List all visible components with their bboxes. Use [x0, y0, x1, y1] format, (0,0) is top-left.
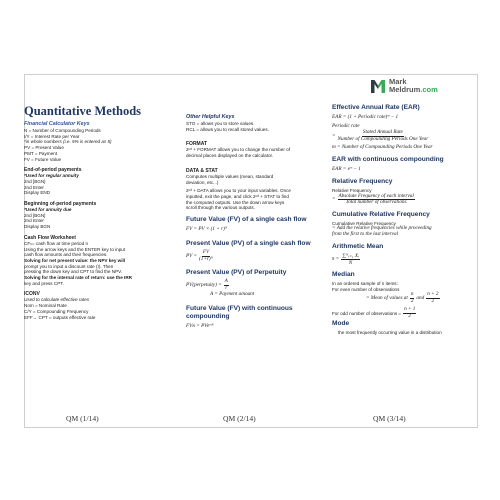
formula: [332, 253, 472, 266]
text-line: *Used for annuity due: [24, 207, 72, 213]
section-heading: Cash Flow Worksheet: [24, 234, 76, 241]
fraction: [338, 130, 429, 142]
section-heading: Present Value (PV) of a single cash flow: [186, 240, 311, 248]
equals: =: [332, 196, 336, 203]
column-1: [24, 104, 174, 500]
formula-label: Periodic rate: [332, 123, 360, 129]
fraction: [338, 194, 415, 206]
section-heading: End-of-period payments: [24, 167, 82, 174]
text-line: deviation, etc...): [186, 179, 219, 185]
text-line: cash flow amounts and their frequencies.: [24, 252, 108, 258]
formula-lhs: PV =: [186, 252, 198, 259]
text-line: For even number of observations: [332, 286, 400, 292]
formula: FVɴ = PVeʳˢᴺ: [186, 323, 214, 330]
text-line: Using the arrow keys and the ENTER key to input: [24, 246, 126, 252]
text-line: EFF→ CPT = outputs effective rate: [24, 314, 96, 320]
fraction: [341, 253, 360, 266]
text-line: 2ⁿᵈ + DATA allows you to your input variables. Once: [186, 188, 291, 194]
section-heading: Effective Annual Rate (EAR): [332, 104, 420, 111]
text-line: Display BGN: [24, 224, 51, 230]
text-line: *Used for regular annuity: [24, 173, 79, 179]
fraction-numerator: n + 2: [427, 291, 439, 298]
text-line: the computed outputs. Use the down arrow keys: [186, 199, 285, 205]
text-line: pressing the down key and CPT to find the NPV.: [24, 269, 123, 275]
text-line: FV = Future Value: [24, 156, 62, 162]
logo-brand: Meldrum: [389, 85, 421, 94]
section-heading: Arithmetic Mean: [332, 243, 384, 250]
text-line: CFₙ= cash flow at time period n: [24, 240, 89, 246]
fraction: [426, 292, 439, 304]
formula: [332, 292, 472, 304]
text-line: PV = Present Value: [24, 145, 64, 151]
section-heading: Median: [332, 271, 355, 278]
formula: EAR = eʳˢ − 1: [332, 166, 361, 172]
section-heading: Future Value (FV) of a single cash flow: [186, 216, 307, 224]
formula: [186, 279, 331, 291]
text-line: *in whole numbers (i.e. 5% is entered as 5): [24, 139, 112, 145]
text-line: Computes multiple values (mean, standard: [186, 173, 274, 179]
text-line: C/Y = Compounding Frequency: [24, 308, 89, 314]
text-line: In an ordered sample of n items:: [332, 281, 398, 286]
text-line: inputted, exit the page, and click 2ⁿᵈ + STAT to find: [186, 193, 289, 199]
formula-text: and: [416, 294, 425, 301]
formula-note: m = Number of Compounding Periods One Year: [332, 144, 433, 150]
text-line: scroll through the various outputs.: [186, 205, 255, 211]
formula: [332, 130, 472, 142]
formula: FV = PV × (1 + r)ᴺ: [186, 226, 228, 233]
formula-lhs: x̄ =: [332, 256, 340, 262]
fraction-numerator: Stated Annual Rate: [362, 129, 403, 135]
column-3: [332, 104, 472, 500]
fraction-numerator: Absolute Frequency of each interval: [338, 192, 414, 199]
fraction: [403, 307, 416, 319]
text-line: I/Y = Interest Rate per Year: [24, 133, 80, 139]
section-heading: EAR with continuous compounding: [332, 156, 444, 163]
section-heading: Future Value (FV) with continuous compounding: [186, 305, 293, 321]
fraction-denominator: Total number of observations: [345, 199, 407, 206]
text-line: 2ⁿᵈ + FORMAT allows you to change the number of: [186, 147, 290, 153]
formula: [332, 194, 472, 206]
fraction: [224, 279, 229, 291]
fraction-numerator: A: [224, 278, 228, 285]
fraction-denominator: 2: [431, 297, 435, 304]
section-heading: Beginning of-period payments: [24, 201, 97, 208]
formula: [186, 250, 331, 262]
formula: EAR = (1 + Periodic rate)ᵐ − 1: [332, 114, 399, 120]
text-line: Solving for net present value: the NPV key will: [24, 257, 126, 263]
fraction-denominator: 2: [410, 297, 414, 304]
site-logo: [370, 78, 438, 94]
equals: =: [332, 132, 336, 139]
text-line: Cumulative Relative Frequency: [332, 220, 396, 226]
page-number: QM (2/14): [223, 414, 256, 423]
section-heading: Financial Calculator Keys: [24, 121, 90, 127]
page-title: Quantitative Methods: [24, 104, 142, 118]
text-line: Used to calculate effective rates: [24, 297, 90, 303]
fraction-denominator: r: [225, 284, 228, 291]
fraction: [199, 250, 213, 262]
fraction-numerator: n: [410, 291, 414, 298]
text-line: Display END: [24, 190, 51, 196]
section-heading: Mode: [332, 320, 350, 328]
text-line: = Add the relative frequencies while proceeding: [332, 225, 432, 232]
logo-line2: [389, 86, 438, 94]
section-heading: ICONV: [24, 291, 40, 298]
logo-text: [389, 78, 438, 93]
section-heading: DATA & STAT: [186, 167, 218, 174]
text-line: prompt you to input a discount rate (I). Then: [24, 263, 114, 269]
formula-text: = Mean of values at: [366, 294, 408, 301]
text-line: Solving for the internal rate of return: use the IRR: [24, 275, 132, 281]
formula-lhs: PV(perpetuity) =: [186, 281, 222, 288]
fraction-numerator: ∑ᴺᵢ₌₁ Xᵢ: [342, 253, 359, 259]
fraction-numerator: FV: [202, 249, 210, 256]
logo-suffix: .com: [420, 85, 438, 94]
text-line: from the first to the last interval: [332, 231, 399, 238]
page-number: QM (1/14): [66, 414, 99, 423]
formula-note: A = Payment amount: [210, 291, 255, 298]
column-2: [186, 112, 331, 500]
text-line: key and press CPT.: [24, 280, 64, 286]
logo-line1: Mark: [389, 77, 407, 87]
section-heading: Cumulative Relative Frequency: [332, 210, 430, 218]
text-line: 2nd [BGN]: [24, 178, 46, 184]
logo-m-icon: [370, 78, 386, 94]
fraction-numerator: n + 1: [404, 306, 416, 313]
text-line: decimal places displayed on the calculator.: [186, 153, 274, 159]
formula-text: For odd number of observations =: [332, 310, 402, 316]
text-line: STO = allows you to store values.: [186, 121, 255, 126]
text-line: 2nd [BGN]: [24, 212, 46, 218]
section-heading: Other Helpful Keys: [186, 114, 235, 120]
text-line: PMT = Payment: [24, 150, 57, 156]
page-number: QM (3/14): [373, 414, 406, 423]
text-line: the most frequently occurring value in a distribution: [338, 330, 442, 336]
fraction-denominator: 2: [408, 312, 412, 319]
fraction: [410, 292, 415, 304]
text-line: 2nd Enter: [24, 184, 44, 190]
section-heading: Present Value (PV) of Perpetuity: [186, 269, 287, 277]
fraction-denominator: (1+r)ᴺ: [199, 255, 213, 262]
fraction-denominator: N: [348, 260, 353, 266]
text-line: Relative Frequency: [332, 188, 372, 193]
fraction-denominator: Number of Compounding Periods One Year: [337, 135, 429, 142]
text-line: 2nd Enter: [24, 218, 44, 224]
formula: [332, 307, 472, 319]
text-line: N = Number of Compounding Periods: [24, 128, 101, 133]
text-line: RCL = allows you to recall stored values.: [186, 126, 269, 132]
text-line: Nom = Nominal Rate: [24, 303, 67, 309]
section-heading: FORMAT: [186, 141, 208, 148]
section-heading: Relative Frequency: [332, 178, 393, 185]
